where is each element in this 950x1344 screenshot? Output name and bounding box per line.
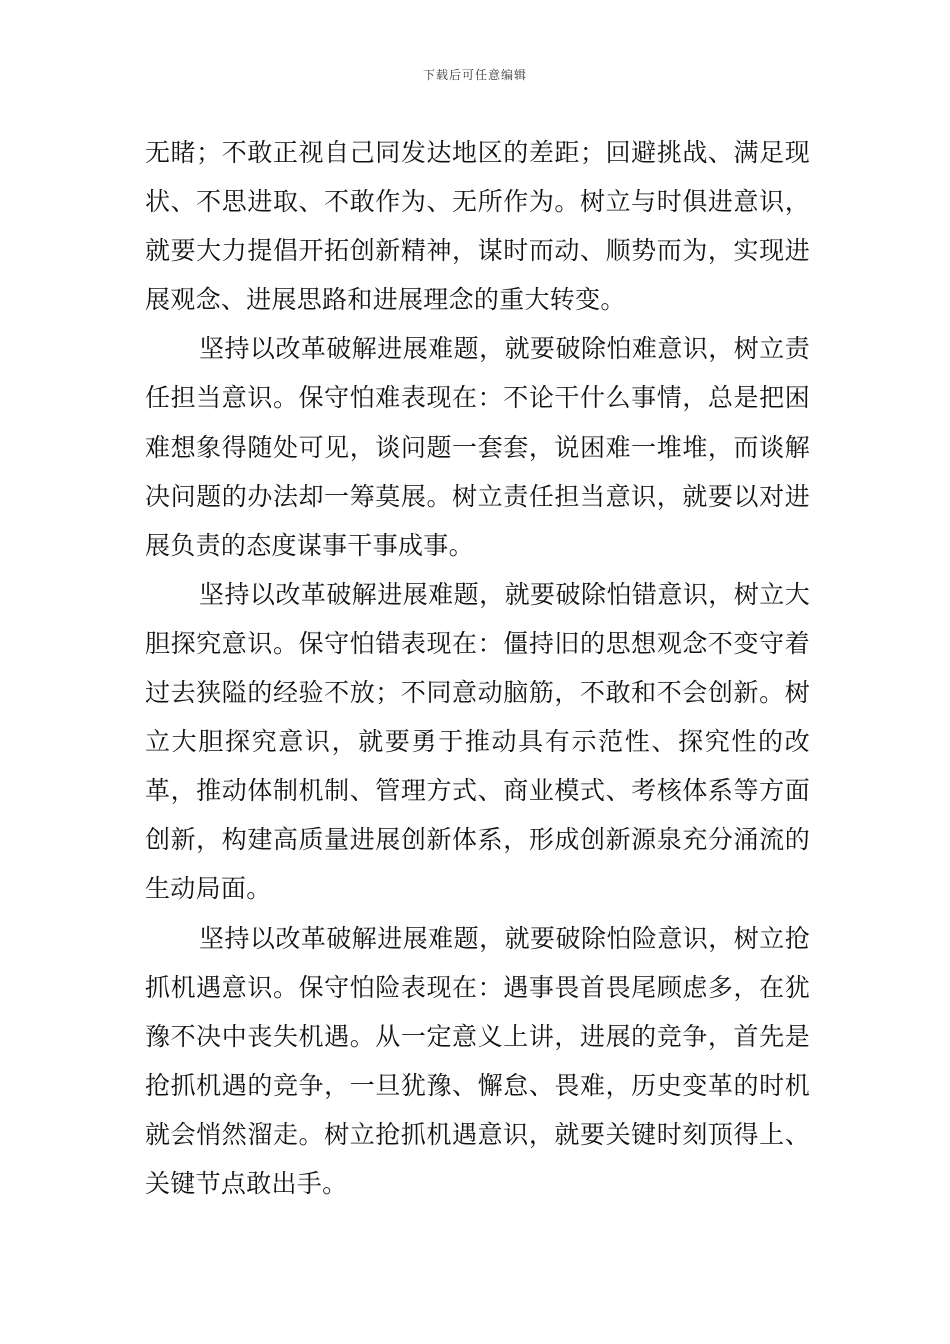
paragraph-opportunity: 坚持以改革破解进展难题，就要破除怕险意识，树立抢抓机遇意识。保守怕险表现在：遇事畏首畏尾顾虑多，在犹豫不决中丧失机遇。从一定意义上讲，进展的竞争，首先是抢抓机遇的竞争，一旦犹豫、懈怠、畏难，历史变革的时机就会悄然溜走。树立抢抓机遇意识，就要关键时刻顶得上、关键节点敢出手。 <box>145 923 810 1198</box>
paragraph-responsibility: 坚持以改革破解进展难题，就要破除怕难意识，树立责任担当意识。保守怕难表现在：不论干什么事情，总是把困难想象得随处可见，谈问题一套套，说困难一堆堆，而谈解决问题的办法却一筹莫展。树立责任担当意识，就要以对进展负责的态度谋事干事成事。 <box>145 334 810 560</box>
header-note: 下载后可任意编辑 <box>422 68 527 82</box>
paragraph-continuation: 无睹；不敢正视自己同发达地区的差距；回避挑战、满足现状、不思进取、不敢作为、无所作为。树立与时俱进意识，就要大力提倡开拓创新精神，谋时而动、顺势而为，实现进展观念、进展思路和进展理念的重大转变。 <box>145 138 810 315</box>
paragraph-exploration: 坚持以改革破解进展难题，就要破除怕错意识，树立大胆探究意识。保守怕错表现在：僵持旧的思想观念不变守着过去狭隘的经验不放；不同意动脑筋，不敢和不会创新。树立大胆探究意识，就要勇于推动具有示范性、探究性的改革，推动体制机制、管理方式、商业模式、考核体系等方面创新，构建高质量进展创新体系，形成创新源泉充分涌流的生动局面。 <box>145 579 810 904</box>
document-body <box>145 128 810 1208</box>
